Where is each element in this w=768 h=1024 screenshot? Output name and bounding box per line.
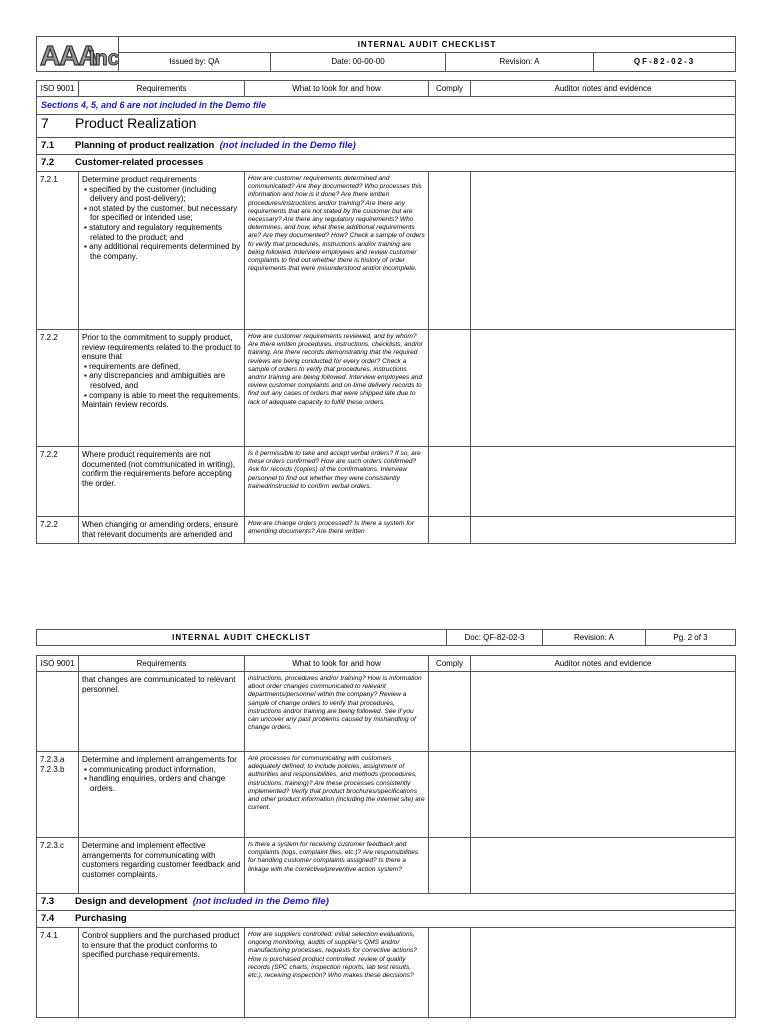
demo-note: Sections 4, 5, and 6 are not included in the Demo file [37, 97, 736, 115]
what-to-look-for: Are processes for communicating with customers adequately defined, to include policies, assignment of authorities and responsibilities, and methods (procedures, instructions, training)? Are these processes consistently implemented? Verify that product brochures/specifications and other product information (including the internet site) are current. [245, 752, 429, 838]
checklist-title: INTERNAL AUDIT CHECKLIST [37, 630, 447, 646]
col-comply: Comply [429, 81, 471, 97]
issue-date: Date: 00-00-00 [271, 53, 446, 72]
what-to-look-for: How are customer requirements reviewed, and by whom? Are there written procedures, instructions, checklists, and/or training. Are there records demonstrating that the required reviews are being conducted for every order? Check a sample of orders to verify that procedures, instructions and/or training are being followed. Interview employees and review customer complaints and on-time delivery records to find out any cases of orders that were shipped late due to lack of adequate capacity to fulfill these orders. [245, 330, 429, 447]
checklist-row [37, 928, 736, 1018]
col-notes: Auditor notes and evidence [471, 656, 736, 672]
column-header-row [37, 81, 736, 97]
section-7-4-heading: 7.4 Purchasing [37, 911, 736, 928]
clause-id [37, 672, 79, 752]
clause-id: 7.2.2 [37, 517, 79, 544]
page-number: Pg. 2 of 3 [646, 630, 736, 646]
checklist-row [37, 672, 736, 752]
what-to-look-for: How are change orders processed? Is there a system for amending documents? Are there written [245, 517, 429, 544]
requirement: Prior to the commitment to supply product, review requirements related to the product to ensure that ▪ requirements are defined, ▪ any discrepancies and ambiguities are resolved, and ▪ company is able to meet the requirements. Maintain review records. [79, 330, 245, 447]
clause-id: 7.2.2 [37, 447, 79, 517]
comply-cell[interactable] [429, 752, 471, 838]
auditor-notes-cell[interactable] [471, 447, 736, 517]
auditor-notes-cell[interactable] [471, 838, 736, 894]
comply-cell[interactable] [429, 928, 471, 1018]
checklist-table [36, 80, 736, 544]
checklist-title: INTERNAL AUDIT CHECKLIST [119, 37, 736, 53]
checklist-row [37, 330, 736, 447]
requirement: Determine and implement arrangements for ▪ communicating product information, ▪ handling enquiries, orders and change orders. [79, 752, 245, 838]
col-look: What to look for and how [245, 656, 429, 672]
auditor-notes-cell[interactable] [471, 928, 736, 1018]
issued-by: Issued by: QA [119, 53, 271, 72]
auditor-notes-cell[interactable] [471, 752, 736, 838]
col-comply: Comply [429, 656, 471, 672]
clause-id: 7.4.1 [37, 928, 79, 1018]
col-notes: Auditor notes and evidence [471, 81, 736, 97]
auditor-notes-cell[interactable] [471, 517, 736, 544]
what-to-look-for: Is it permissible to take and accept verbal orders? If so, are these orders confirmed? How are such orders confirmed? Ask for records (copies) of the confirmations. Interview personnel to find out whether they were consistently trained/instructed to confirm verbal orders. [245, 447, 429, 517]
col-iso: ISO 9001 [37, 656, 79, 672]
clause-id: 7.2.2 [37, 330, 79, 447]
what-to-look-for: Is there a system for receiving customer feedback and complaints (logs, complaint files, etc.)? Are responsibilities for handling customer complaints assigned? Is there a linkage with the corrective/preventive action system? [245, 838, 429, 894]
requirement: Determine and implement effective arrangements for communicating with customers regarding customer feedback and customer complaints. [79, 838, 245, 894]
page-2-header [36, 629, 736, 646]
col-iso: ISO 9001 [37, 81, 79, 97]
what-to-look-for: instructions, procedures and/or training? How is information about order changes communicated to relevant departments/personnel within the company? Review a sample of change orders to verify that procedures, instructions and/or training are being followed. See if you can uncover any past problems caused by mishandling of change orders. [245, 672, 429, 752]
page-header [36, 36, 736, 72]
revision: Revision: A [446, 53, 594, 72]
comply-cell[interactable] [429, 672, 471, 752]
svg-text:Inc: Inc [89, 47, 119, 70]
section-7-heading: 7 Product Realization [37, 115, 736, 138]
doc-number: Doc: QF-82-02-3 [447, 630, 543, 646]
requirement: Control suppliers and the purchased product to ensure that the product conforms to specified purchase requirements. [79, 928, 245, 1018]
column-header-row [37, 656, 736, 672]
section-7-3-heading: 7.3 Design and development (not included in the Demo file) [37, 894, 736, 911]
company-logo [37, 37, 119, 72]
auditor-notes-cell[interactable] [471, 172, 736, 330]
document-number: QF-82-02-3 [594, 53, 736, 72]
clause-id: 7.2.1 [37, 172, 79, 330]
auditor-notes-cell[interactable] [471, 672, 736, 752]
clause-id: 7.2.3.c [37, 838, 79, 894]
revision: Revision: A [543, 630, 646, 646]
checklist-row [37, 517, 736, 544]
col-look: What to look for and how [245, 81, 429, 97]
section-7-1-heading: 7.1 Planning of product realization (not included in the Demo file) [37, 138, 736, 155]
requirement: Determine product requirements ▪ specified by the customer (including delivery and post-delivery); ▪ not stated by the customer, but necessary for specified or intended use; ▪ statutory and regulatory requirements related to the product; and ▪ any additional requirements determined by the company. [79, 172, 245, 330]
checklist-row [37, 172, 736, 330]
page-2 [0, 584, 768, 1024]
checklist-row [37, 447, 736, 517]
comply-cell[interactable] [429, 517, 471, 544]
comply-cell[interactable] [429, 172, 471, 330]
comply-cell[interactable] [429, 447, 471, 517]
col-requirements: Requirements [79, 656, 245, 672]
checklist-row [37, 838, 736, 894]
auditor-notes-cell[interactable] [471, 330, 736, 447]
what-to-look-for: How are customer requirements determined and communicated? Are they documented? Who processes this information and how is it done? Are there written procedures/instructions and/or training? Are there any requirements that are not stated by the customer but are necessary? Are there any regulatory requirements? Who determines, and how, what these additional requirements are? Are they documented? How? Check a sample of orders to verify that procedures, instructions and/or training are being followed. Interview employees and review customer complaints to find out whether there is history of order requirements that were misunderstood and/or incomplete. [245, 172, 429, 330]
requirement: that changes are communicated to relevant personnel. [79, 672, 245, 752]
requirement: When changing or amending orders, ensure that relevant documents are amended and [79, 517, 245, 544]
svg-text:AAA: AAA [40, 40, 98, 70]
clause-id: 7.2.3.a 7.2.3.b [37, 752, 79, 838]
checklist-row [37, 752, 736, 838]
comply-cell[interactable] [429, 330, 471, 447]
col-requirements: Requirements [79, 81, 245, 97]
comply-cell[interactable] [429, 838, 471, 894]
section-7-2-heading: 7.2 Customer-related processes [37, 155, 736, 172]
what-to-look-for: How are suppliers controlled: initial selection evaluations, ongoing monitoring, audits of supplier's QMS and/or manufacturing processes, requests for corrective actions? How is purchased product controlled: review of quality records (SPC charts, inspection reports, lab test results, etc.), receiving inspection? Who makes these decisions? [245, 928, 429, 1018]
requirement: Where product requirements are not documented (not communicated in writing), confirm the requirements before accepting the order. [79, 447, 245, 517]
checklist-table-2 [36, 655, 736, 1018]
